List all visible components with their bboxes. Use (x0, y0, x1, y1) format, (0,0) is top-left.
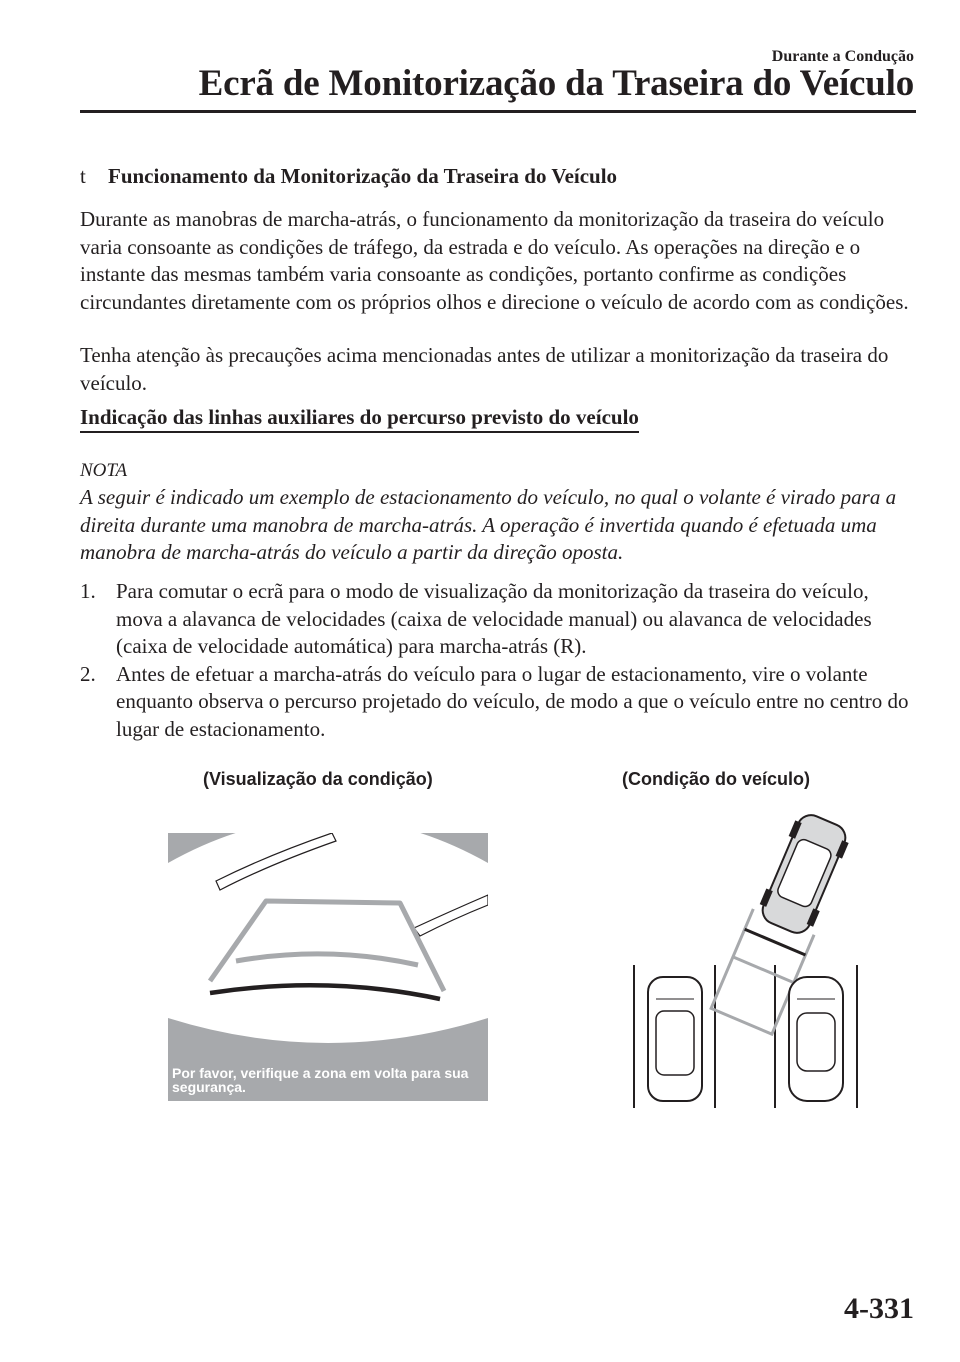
header-divider (80, 110, 916, 113)
section-heading (80, 164, 617, 189)
guide-middle (733, 957, 794, 983)
figure-caption-display: (Visualização da condição) (203, 769, 433, 789)
note-label: NOTA (80, 460, 128, 481)
camera-view-area (168, 833, 488, 1043)
figure-caption-vehicle: (Condição do veículo) (622, 769, 811, 789)
step-number: 1. (80, 579, 96, 603)
car-roof (797, 1013, 835, 1071)
rear-camera-display-illustration (168, 833, 488, 1101)
step-item (80, 661, 920, 744)
vehicle-parking-illustration (628, 803, 868, 1113)
page-number: 4-331 (844, 1292, 914, 1325)
page-title: Ecrã de Monitorização da Traseira do Veículo (198, 63, 914, 104)
step-number: 2. (80, 661, 96, 686)
subheading: Indicação das linhas auxiliares do percurso previsto do veículo (80, 405, 639, 433)
header-section-label: Durante a Condução (771, 48, 914, 65)
car-roof (656, 1011, 694, 1075)
screen-safety-message: Por favor, verifique a zona em volta para sua segurança. (172, 1065, 469, 1095)
section-heading-text: Funcionamento da Monitorização da Traseira do Veículo (108, 164, 618, 188)
step-text: Para comutar o ecrã para o modo de visualização da monitorização da traseira do veículo, mova a alavanca de velocidades (caixa de velocidade manual) ou alavanca de velocidades (caixa de velocidade automática) para marcha-atrás (R). (116, 579, 872, 658)
moving-car (755, 809, 854, 938)
step-text: Antes de efetuar a marcha-atrás do veículo para o lugar de estacionamento, vire o volante enquanto observa o percurso projetado do veículo, de modo a que o veículo entre no centro do lugar de estacionamento. (116, 661, 909, 741)
paragraph-operation: Durante as manobras de marcha-atrás, o funcionamento da monitorização da traseira do veículo varia consoante as condições de tráfego, da estrada e do veículo. As operações na direção e o instante das mesmas também varia consoante as condições, portanto confirme as condições circundantes diretamente com os próprios olhos e direcione o veículo de acordo com as condições. (80, 207, 909, 314)
note-text: A seguir é indicado um exemplo de estacionamento do veículo, no qual o volante é virado para a direita durante uma manobra de marcha-atrás. A operação é invertida quando é efetuada uma manobra de marcha-atrás do veículo a partir da direção oposta. (80, 485, 897, 564)
car-roof (776, 838, 833, 909)
steps-list (80, 578, 920, 743)
section-marker-icon: t (80, 164, 86, 188)
paragraph-precaution: Tenha atenção às precauções acima mencionadas antes de utilizar a monitorização da traseira do veículo. (80, 343, 889, 395)
parked-car-right (789, 977, 843, 1101)
step-item (80, 578, 920, 661)
parked-car-left (648, 977, 702, 1101)
